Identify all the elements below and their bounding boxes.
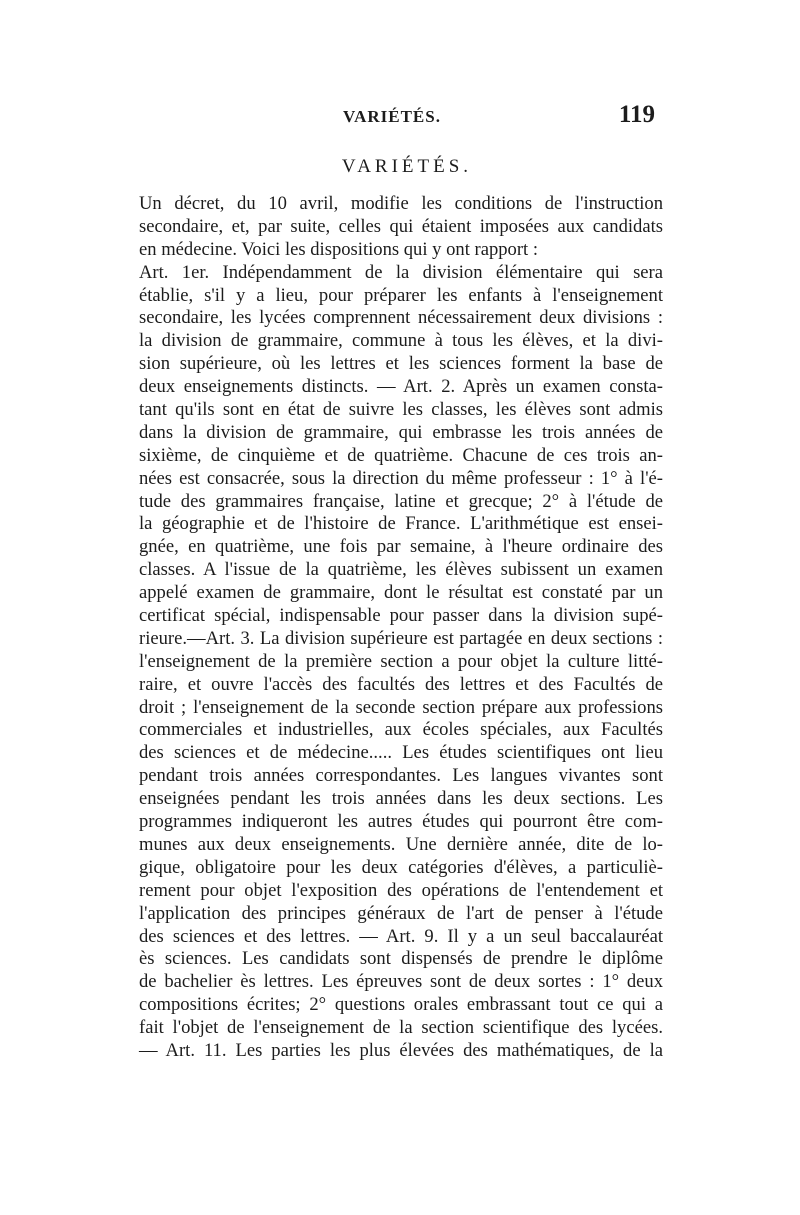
text-line: compositions écrites; 2° questions orales embrassant tout ce qui a (139, 994, 663, 1016)
text-line: deux enseignements distincts. — Art. 2. Après un examen consta- (139, 376, 663, 398)
text-line: certificat spécial, indispensable pour passer dans la division supé- (139, 605, 663, 627)
text-line: droit ; l'enseignement de la seconde section prépare aux professions (139, 696, 663, 718)
text-line: tant qu'ils sont en état de suivre les classes, les élèves sont admis (139, 399, 663, 421)
text-line: l'application des principes généraux de l'art de penser à l'étude (139, 902, 663, 924)
text-line: pendant trois années correspondantes. Les langues vivantes sont (139, 765, 663, 787)
text-line: raire, et ouvre l'accès des facultés des lettres et des Facultés de (139, 673, 663, 695)
text-line: la géographie et de l'histoire de France. L'arithmétique est ensei- (139, 513, 663, 535)
text-line: Art. 1er. Indépendamment de la division élémentaire qui sera (139, 261, 663, 283)
text-line: ès sciences. Les candidats sont dispensés de prendre le diplôme (139, 948, 663, 970)
body-text (139, 193, 663, 1063)
text-line: rieure.—Art. 3. La division supérieure est partagée en deux sections : (139, 627, 663, 649)
text-line: Un décret, du 10 avril, modifie les conditions de l'instruction (139, 193, 663, 214)
text-line: classes. A l'issue de la quatrième, les élèves subissent un examen (139, 559, 663, 581)
text-line: en médecine. Voici les dispositions qui y ont rapport : (139, 238, 539, 260)
running-title: VARIÉTÉS. (343, 107, 441, 126)
running-header (117, 101, 667, 131)
text-line: appelé examen de grammaire, dont le résultat est constaté par un (139, 582, 663, 604)
text-line: établie, s'il y a lieu, pour préparer les enfants à l'enseignement (139, 284, 663, 306)
text-line: munes aux deux enseignements. Une dernière année, dite de lo- (139, 833, 663, 855)
section-title: VARIÉTÉS. (341, 156, 473, 177)
text-line: des sciences et des lettres. — Art. 9. Il y a un seul baccalauréat (139, 925, 663, 947)
text-line: des sciences et de médecine..... Les études scientifiques ont lieu (139, 742, 663, 764)
text-line: gnée, en quatrième, une fois par semaine, à l'heure ordinaire des (139, 536, 663, 558)
text-line: rement pour objet l'exposition des opérations de l'entendement et (139, 879, 663, 901)
text-line: commerciales et industrielles, aux écoles spéciales, aux Facultés (139, 719, 663, 741)
text-line: secondaire, les lycées comprennent nécessairement deux divisions : (139, 307, 663, 329)
text-line: dans la division de grammaire, qui embrasse les trois années de (139, 421, 663, 443)
text-line: enseignées pendant les trois années dans les deux sections. Les (139, 788, 663, 810)
text-line: de bachelier ès lettres. Les épreuves sont de deux sortes : 1° deux (139, 971, 663, 993)
text-line: gique, obligatoire pour les deux catégories d'élèves, a particuliè- (139, 856, 663, 878)
text-line: nées est consacrée, sous la direction du même professeur : 1° à l'é- (139, 467, 663, 489)
text-line: la division de grammaire, commune à tous les élèves, et la divi- (139, 330, 663, 352)
text-line: — Art. 11. Les parties les plus élevées des mathématiques, de la (139, 1039, 663, 1061)
text-line: sixième, de cinquième et de quatrième. Chacune de ces trois an- (139, 444, 663, 466)
text-line: sion supérieure, où les lettres et les sciences forment la base de (139, 353, 663, 375)
text-line: secondaire, et, par suite, celles qui étaient imposées aux candidats (139, 215, 663, 237)
text-line: programmes indiqueront les autres études qui pourront être com- (139, 811, 663, 833)
page-number: 119 (618, 101, 655, 128)
text-line: fait l'objet de l'enseignement de la section scientifique des lycées. (139, 1017, 663, 1039)
text-line: tude des grammaires française, latine et grecque; 2° à l'étude de (139, 490, 663, 512)
text-line: l'enseignement de la première section a pour objet la culture litté- (139, 650, 663, 672)
